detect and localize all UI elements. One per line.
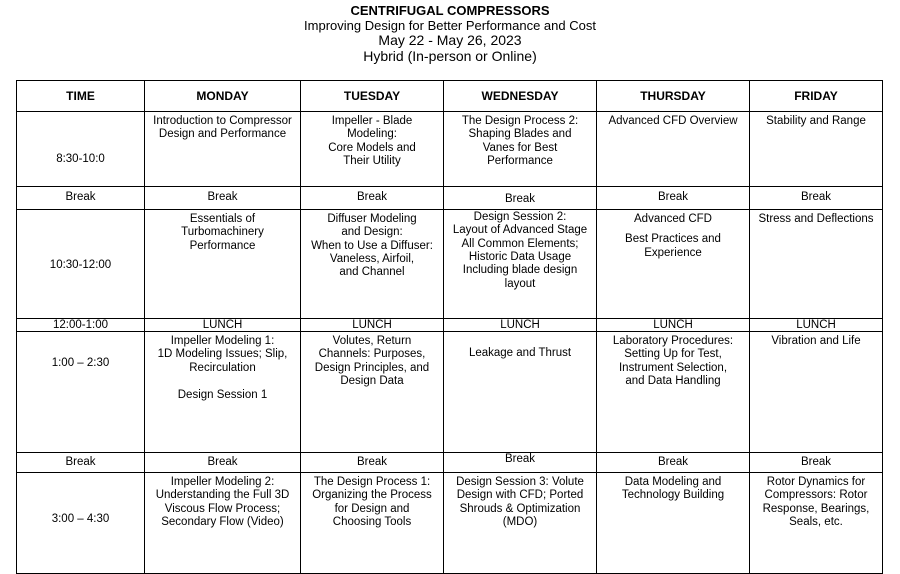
time-label: 12:00-1:00	[53, 319, 108, 331]
session-title: Stability and Range	[766, 115, 866, 127]
lunch-label: LUNCH	[202, 319, 243, 331]
session-cell	[145, 473, 301, 574]
session-title: Vibration and Life	[771, 335, 861, 347]
session-cell	[597, 112, 750, 187]
course-dates: May 22 - May 26, 2023	[378, 32, 522, 49]
break-cell	[597, 453, 750, 473]
session-cell	[145, 332, 301, 453]
session-cell	[145, 210, 301, 319]
session-title: Design Session 3: Volute Design with CFD; Ported Shrouds & Optimization (MDO)	[456, 476, 584, 528]
break-cell	[444, 453, 597, 473]
table-row	[17, 453, 883, 473]
time-label: 8:30-10:0	[56, 152, 105, 165]
session-title: Advanced CFD	[634, 213, 712, 225]
column-header-time: TIME	[17, 81, 145, 112]
break-label: Break	[657, 455, 689, 468]
break-cell	[17, 187, 145, 210]
session-cell	[597, 473, 750, 574]
break-cell	[750, 453, 883, 473]
session-title: Essentials of Turbomachinery Performance	[181, 213, 264, 252]
column-header-wednesday: WEDNESDAY	[444, 81, 597, 112]
break-label: Break	[657, 191, 689, 204]
session-cell	[301, 473, 444, 574]
table-header-row	[17, 81, 883, 112]
session-title: Impeller Modeling 2: Understanding the Full 3D Viscous Flow Process; Secondary Flow (Video)	[155, 476, 290, 528]
session-title: Design Session 1	[177, 388, 268, 401]
break-label: Break	[65, 455, 96, 468]
session-title: Advanced CFD Overview	[608, 115, 738, 127]
time-cell	[17, 473, 145, 574]
session-cell	[597, 210, 750, 319]
break-label: Break	[356, 191, 388, 204]
session-title: Rotor Dynamics for Compressors: Rotor Response, Bearings, Seals, etc.	[762, 476, 870, 528]
session-title: Data Modeling and Technology Building	[621, 476, 725, 502]
table-row	[17, 210, 883, 319]
column-header-tuesday: TUESDAY	[301, 81, 444, 112]
session-cell	[444, 473, 597, 574]
session-cell	[444, 210, 597, 319]
session-title: Leakage and Thrust	[468, 347, 572, 359]
schedule-table	[16, 80, 883, 574]
time-cell	[17, 210, 145, 319]
break-cell	[145, 187, 301, 210]
session-title: The Design Process 1: Organizing the Process for Design and Choosing Tools	[312, 476, 432, 528]
lunch-cell	[444, 319, 597, 332]
session-cell	[750, 473, 883, 574]
time-cell	[17, 112, 145, 187]
session-cell	[301, 332, 444, 453]
session-cell	[750, 332, 883, 453]
session-title: Stress and Deflections	[758, 213, 874, 225]
document-subtitle: Improving Design for Better Performance and Cost	[304, 17, 596, 33]
lunch-cell	[145, 319, 301, 332]
break-label: Break	[207, 191, 238, 204]
session-title: Diffuser Modeling and Design: When to Use a Diffuser: Vaneless, Airfoil, and Channel	[311, 213, 433, 279]
break-label: Break	[207, 455, 238, 468]
session-title: Impeller Modeling 1: 1D Modeling Issues; Slip, Recirculation	[157, 335, 288, 374]
time-label: 1:00 – 2:30	[51, 357, 110, 369]
table-row	[17, 473, 883, 574]
break-cell	[145, 453, 301, 473]
session-cell	[444, 332, 597, 453]
session-title: Introduction to Compressor Design and Performance	[153, 115, 292, 141]
session-cell	[750, 210, 883, 319]
lunch-label: LUNCH	[653, 319, 693, 331]
break-label: Break	[65, 191, 96, 204]
table-row	[17, 332, 883, 453]
table-row	[17, 187, 883, 210]
break-label: Break	[800, 191, 832, 204]
break-cell	[444, 187, 597, 210]
document-header	[0, 4, 900, 64]
table-row	[17, 319, 883, 332]
course-mode: Hybrid (In-person or Online)	[363, 47, 537, 64]
session-title: Impeller - Blade Modeling: Core Models and Their Utility	[328, 115, 416, 167]
table-row	[17, 112, 883, 187]
lunch-time-cell	[17, 319, 145, 332]
session-cell	[301, 112, 444, 187]
break-cell	[301, 187, 444, 210]
time-label: 10:30-12:00	[49, 258, 112, 271]
lunch-cell	[597, 319, 750, 332]
break-label: Break	[356, 455, 388, 468]
session-title: Design Session 2: Layout of Advanced Stage All Common Elements; Historic Data Usage Including blade design layout	[452, 211, 588, 290]
break-cell	[17, 453, 145, 473]
break-cell	[750, 187, 883, 210]
break-label: Break	[504, 192, 536, 205]
lunch-label: LUNCH	[352, 319, 392, 331]
lunch-cell	[301, 319, 444, 332]
column-header-friday: FRIDAY	[750, 81, 883, 112]
spacer	[149, 375, 296, 389]
session-subtitle: Best Practices and Experience	[625, 233, 721, 259]
session-title: Laboratory Procedures: Setting Up for Test, Instrument Selection, and Data Handling	[612, 335, 734, 387]
break-label: Break	[504, 453, 536, 465]
lunch-label: LUNCH	[796, 319, 836, 331]
break-label: Break	[800, 455, 832, 468]
session-cell	[145, 112, 301, 187]
break-cell	[301, 453, 444, 473]
time-label: 3:00 – 4:30	[51, 513, 110, 525]
lunch-cell	[750, 319, 883, 332]
session-title: The Design Process 2: Shaping Blades and Vanes for Best Performance	[461, 115, 579, 167]
session-cell	[597, 332, 750, 453]
break-cell	[597, 187, 750, 210]
lunch-label: LUNCH	[500, 319, 540, 331]
session-cell	[750, 112, 883, 187]
time-cell	[17, 332, 145, 453]
session-cell	[444, 112, 597, 187]
session-title: Volutes, Return Channels: Purposes, Design Principles, and Design Data	[314, 335, 430, 387]
column-header-monday: MONDAY	[145, 81, 301, 112]
document-title: CENTRIFUGAL COMPRESSORS	[350, 3, 550, 18]
column-header-thursday: THURSDAY	[597, 81, 750, 112]
session-cell	[301, 210, 444, 319]
